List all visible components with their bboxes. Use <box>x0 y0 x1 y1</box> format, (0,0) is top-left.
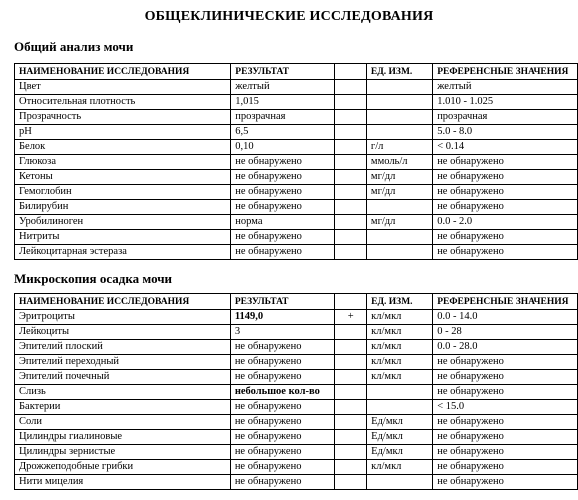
abnormal-flag <box>335 400 367 415</box>
test-name: Цилиндры гиалиновые <box>15 430 231 445</box>
table-row <box>15 415 578 430</box>
abnormal-flag <box>334 155 366 170</box>
test-name: Белок <box>15 140 231 155</box>
result-value: желтый <box>231 80 335 95</box>
result-value: не обнаружено <box>230 445 334 460</box>
table-row <box>15 95 578 110</box>
abnormal-flag <box>335 430 367 445</box>
test-name: Относительная плотность <box>15 95 231 110</box>
column-header: РЕФЕРЕНСНЫЕ ЗНАЧЕНИЯ <box>433 64 578 80</box>
unit <box>367 475 433 490</box>
abnormal-flag <box>335 460 367 475</box>
abnormal-flag <box>334 95 366 110</box>
unit <box>366 95 432 110</box>
unit <box>366 245 432 260</box>
result-value: не обнаружено <box>230 370 334 385</box>
reference-range: не обнаружено <box>433 355 578 370</box>
table-row <box>15 325 578 340</box>
reference-range: 5.0 - 8.0 <box>433 125 578 140</box>
table-row <box>15 125 578 140</box>
abnormal-flag <box>335 355 367 370</box>
table-row <box>15 355 578 370</box>
unit: г/л <box>366 140 432 155</box>
abnormal-flag <box>335 445 367 460</box>
reference-range: 0.0 - 14.0 <box>433 310 578 325</box>
test-name: Эритроциты <box>15 310 231 325</box>
page-cut-edge <box>0 495 578 500</box>
table-header-row <box>15 294 578 310</box>
table-row <box>15 215 578 230</box>
reference-range: не обнаружено <box>433 245 578 260</box>
test-name: Эпителий плоский <box>15 340 231 355</box>
result-value: небольшое кол-во <box>230 385 334 400</box>
test-name: Нити мицелия <box>15 475 231 490</box>
table-row <box>15 400 578 415</box>
abnormal-flag <box>335 325 367 340</box>
reference-range: < 0.14 <box>433 140 578 155</box>
reference-range: 0.0 - 28.0 <box>433 340 578 355</box>
column-header <box>335 294 367 310</box>
test-name: Глюкоза <box>15 155 231 170</box>
abnormal-flag <box>334 80 366 95</box>
test-name: Дрожжеподобные грибки <box>15 460 231 475</box>
reference-range: прозрачная <box>433 110 578 125</box>
test-name: pH <box>15 125 231 140</box>
abnormal-flag <box>334 200 366 215</box>
table-row <box>15 185 578 200</box>
unit: ммоль/л <box>366 155 432 170</box>
unit <box>366 125 432 140</box>
result-value: не обнаружено <box>231 170 335 185</box>
test-name: Цилиндры зернистые <box>15 445 231 460</box>
test-name: Эпителий почечный <box>15 370 231 385</box>
table-header-row <box>15 64 578 80</box>
result-value: 3 <box>230 325 334 340</box>
result-value: не обнаружено <box>231 185 335 200</box>
abnormal-flag <box>335 385 367 400</box>
column-header: РЕФЕРЕНСНЫЕ ЗНАЧЕНИЯ <box>433 294 578 310</box>
abnormal-flag <box>335 370 367 385</box>
table-row <box>15 460 578 475</box>
test-name: Кетоны <box>15 170 231 185</box>
table-row <box>15 80 578 95</box>
result-value: не обнаружено <box>230 400 334 415</box>
test-name: Нитриты <box>15 230 231 245</box>
table-row <box>15 155 578 170</box>
reference-range: не обнаружено <box>433 475 578 490</box>
abnormal-flag <box>334 215 366 230</box>
abnormal-flag <box>335 340 367 355</box>
unit: мг/дл <box>366 185 432 200</box>
abnormal-flag <box>334 230 366 245</box>
test-name: Слизь <box>15 385 231 400</box>
reference-range: не обнаружено <box>433 460 578 475</box>
table-row <box>15 340 578 355</box>
column-header: НАИМЕНОВАНИЕ ИССЛЕДОВАНИЯ <box>15 64 231 80</box>
test-name: Соли <box>15 415 231 430</box>
column-header: ЕД. ИЗМ. <box>367 294 433 310</box>
abnormal-flag <box>335 415 367 430</box>
unit <box>366 80 432 95</box>
test-name: Билирубин <box>15 200 231 215</box>
unit <box>366 230 432 245</box>
reference-range: желтый <box>433 80 578 95</box>
column-header: РЕЗУЛЬТАТ <box>231 64 335 80</box>
unit: кл/мкл <box>367 370 433 385</box>
reference-range: не обнаружено <box>433 185 578 200</box>
result-value: не обнаружено <box>230 460 334 475</box>
test-name: Лейкоциты <box>15 325 231 340</box>
test-name: Цвет <box>15 80 231 95</box>
unit: кл/мкл <box>367 310 433 325</box>
test-name: Эпителий переходный <box>15 355 231 370</box>
unit <box>367 400 433 415</box>
result-value: не обнаружено <box>230 415 334 430</box>
column-header: НАИМЕНОВАНИЕ ИССЛЕДОВАНИЯ <box>15 294 231 310</box>
reference-range: не обнаружено <box>433 370 578 385</box>
test-name: Бактерии <box>15 400 231 415</box>
table-row <box>15 110 578 125</box>
test-name: Гемоглобин <box>15 185 231 200</box>
result-value: не обнаружено <box>230 340 334 355</box>
column-header: ЕД. ИЗМ. <box>366 64 432 80</box>
urine-results-table <box>14 63 578 260</box>
result-value: не обнаружено <box>231 230 335 245</box>
abnormal-flag <box>334 125 366 140</box>
microscopy-section-title: Микроскопия осадка мочи <box>14 271 173 286</box>
test-name: Прозрачность <box>15 110 231 125</box>
abnormal-flag <box>334 140 366 155</box>
urine-section-title: Общий анализ мочи <box>14 39 134 54</box>
reference-range: не обнаружено <box>433 385 578 400</box>
reference-range: не обнаружено <box>433 170 578 185</box>
result-value: 0,10 <box>231 140 335 155</box>
table-row <box>15 245 578 260</box>
unit <box>366 110 432 125</box>
reference-range: 0.0 - 2.0 <box>433 215 578 230</box>
test-name: Уробилиноген <box>15 215 231 230</box>
table-row <box>15 430 578 445</box>
result-value: 1149,0 <box>230 310 334 325</box>
table-row <box>15 370 578 385</box>
result-value: не обнаружено <box>231 155 335 170</box>
unit: Ед/мкл <box>367 430 433 445</box>
table-row <box>15 170 578 185</box>
table-row <box>15 230 578 245</box>
unit: кл/мкл <box>367 325 433 340</box>
unit: мг/дл <box>366 215 432 230</box>
result-value: 1,015 <box>231 95 335 110</box>
table-row <box>15 475 578 490</box>
table-row <box>15 445 578 460</box>
reference-range: 0 - 28 <box>433 325 578 340</box>
reference-range: не обнаружено <box>433 200 578 215</box>
column-header <box>334 64 366 80</box>
result-value: норма <box>231 215 335 230</box>
result-value: не обнаружено <box>231 245 335 260</box>
abnormal-flag <box>334 170 366 185</box>
unit <box>367 385 433 400</box>
abnormal-flag <box>334 245 366 260</box>
reference-range: 1.010 - 1.025 <box>433 95 578 110</box>
result-value: не обнаружено <box>230 475 334 490</box>
test-name: Лейкоцитарная эстераза <box>15 245 231 260</box>
unit <box>366 200 432 215</box>
reference-range: не обнаружено <box>433 445 578 460</box>
result-value: не обнаружено <box>230 355 334 370</box>
unit: мг/дл <box>366 170 432 185</box>
result-value: не обнаружено <box>230 430 334 445</box>
unit: кл/мкл <box>367 340 433 355</box>
reference-range: < 15.0 <box>433 400 578 415</box>
abnormal-flag <box>335 475 367 490</box>
microscopy-results-table <box>14 293 578 490</box>
table-row <box>15 200 578 215</box>
document-title: ОБЩЕКЛИНИЧЕСКИЕ ИССЛЕДОВАНИЯ <box>144 9 434 24</box>
unit: кл/мкл <box>367 355 433 370</box>
reference-range: не обнаружено <box>433 430 578 445</box>
reference-range: не обнаружено <box>433 230 578 245</box>
reference-range: не обнаружено <box>433 155 578 170</box>
result-value: не обнаружено <box>231 200 335 215</box>
abnormal-flag <box>334 110 366 125</box>
column-header: РЕЗУЛЬТАТ <box>230 294 334 310</box>
unit: Ед/мкл <box>367 445 433 460</box>
abnormal-flag: + <box>335 310 367 325</box>
table-row <box>15 310 578 325</box>
table-row <box>15 385 578 400</box>
result-value: прозрачная <box>231 110 335 125</box>
table-row <box>15 140 578 155</box>
unit: кл/мкл <box>367 460 433 475</box>
unit: Ед/мкл <box>367 415 433 430</box>
abnormal-flag <box>334 185 366 200</box>
reference-range: не обнаружено <box>433 415 578 430</box>
result-value: 6,5 <box>231 125 335 140</box>
